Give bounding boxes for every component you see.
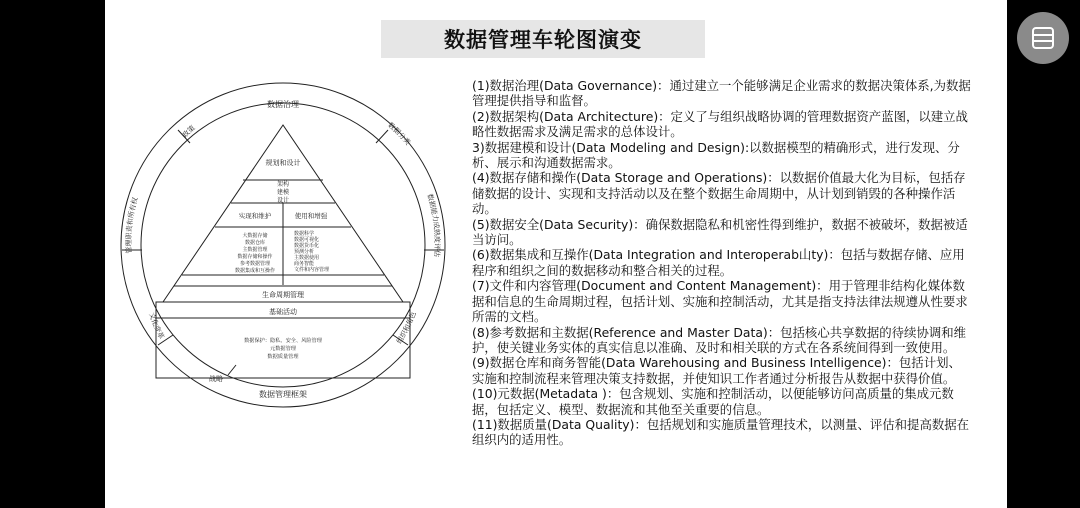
outer-lower-left-label: 文化变革	[147, 311, 166, 341]
menu-icon	[1030, 25, 1056, 51]
outer-lower-right-label: 组织和角色	[395, 310, 418, 346]
svg-text:主数据使用: 主数据使用	[294, 255, 320, 261]
menu-button[interactable]	[1017, 12, 1069, 64]
svg-text:主数据管理: 主数据管理	[242, 247, 268, 253]
desc-data-warehousing: (9)数据仓库和商务智能(Data Warehousing and Business Intelligence)：包括计划、实施和控制流程来管理决策支持数据，并使知识工作者通过分析报告从数据中获得价值。	[472, 355, 961, 386]
use-enhance-label: 使用和增强	[294, 212, 328, 220]
architecture-label: 架构	[276, 181, 290, 188]
page-title: 数据管理车轮图演变	[444, 28, 642, 52]
desc-data-storage: (4)数据存储和操作(Data Storage and Operations)：以数据价值最大化为目标，包括存储数据的设计、实现和支持活动以及在整个数据生命周期中，从计划到销毁的各种操作活动。	[472, 170, 966, 217]
svg-text:参考数据管理: 参考数据管理	[239, 261, 271, 267]
foundation-item-2: 元数据管理	[270, 346, 296, 352]
desc-reference-master: (8)参考数据和主数据(Reference and Master Data)：包括核心共享数据的待续协调和维护，使关键业务实体的真实信息以准确、及时和相关联的方式在各系统间得到一致使用。	[472, 324, 967, 355]
outer-upper-left-label: 政策	[181, 123, 197, 140]
svg-text:数据集成和互操作: 数据集成和互操作	[234, 268, 276, 274]
desc-data-governance: (1)数据治理(Data Governance)：通过建立一个能够满足企业需求的数据决策体系,为数据管理提供指导和监督。	[472, 78, 971, 109]
foundation-item-1: 数据保护：隐私、安全、风险管理	[244, 338, 322, 344]
design-label: 设计	[276, 197, 290, 204]
svg-text:数据可视化: 数据可视化	[294, 237, 320, 243]
desc-data-modeling: 3)数据建模和设计(Data Modeling and Design):以数据模型的精确形式，进行发现、分析、展示和沟通数据需求。	[472, 139, 960, 171]
svg-text:文件和内容管理: 文件和内容管理	[294, 267, 330, 273]
svg-text:商务智能: 商务智能	[294, 261, 315, 267]
svg-text:数据仓库: 数据仓库	[244, 240, 266, 246]
foundation-label: 基础活动	[269, 308, 297, 316]
desc-metadata: (10)元数据(Metadata )：包含规划、实施和控制活动，以便能够访问高质量的集成元数据，包括定义、模型、数据流和其他至关重要的信息。	[472, 386, 954, 417]
desc-data-security: (5)数据安全(Data Security)：确保数据隐私和机密性得到维护，数据不被破坏，数据被适当访问。	[472, 216, 968, 248]
svg-text:预测分析: 预测分析	[294, 249, 315, 255]
svg-text:大数据存储: 大数据存储	[242, 233, 268, 239]
foundation-item-3: 数据质量管理	[267, 354, 299, 360]
desc-document-content: (7)文件和内容管理(Document and Content Management)：用于管理非结构化媒体数据和信息的生命周期过程，包括计划、实施和控制活动，尤其是指支持法律法规遵从性要求所需的文档。	[472, 278, 968, 325]
outer-bottom-label: 数据管理框架	[259, 390, 307, 399]
outer-right-label: 数据能力成熟度评估	[425, 192, 442, 258]
outer-left-label: 管理职责和所有权	[124, 196, 140, 254]
outer-top-label: 数据治理	[267, 100, 299, 109]
pyramid-top-label: 规划和设计	[265, 159, 301, 167]
desc-data-architecture: (2)数据架构(Data Architecture)：定义了与组织战略协调的管理数据资产蓝图，以建立战略性数据需求及满足需求的总体设计。	[472, 108, 968, 140]
desc-data-quality: (11)数据质量(Data Quality)：包括规划和实施质量管理技术，以测量、评估和提高数据在组织内的适用性。	[472, 416, 970, 448]
modeling-label: 建模	[276, 189, 290, 196]
title-bar	[381, 20, 705, 58]
right-items	[294, 230, 329, 273]
desc-data-integration: (6)数据集成和互操作(Data Integration and Interoperab山ty)：包括与数据存储、应用程序和组织之间的数据移动和整合相关的过程。	[472, 247, 965, 278]
dama-wheel-diagram	[118, 80, 448, 410]
lifecycle-label: 生命周期管理	[262, 291, 304, 299]
svg-text:数据科学: 数据科学	[294, 231, 315, 237]
svg-text:数据存储和操作: 数据存储和操作	[237, 254, 273, 260]
left-items	[235, 232, 275, 274]
description-list	[472, 78, 972, 448]
svg-text:数据货币化: 数据货币化	[294, 243, 320, 249]
outer-upper-right-label: 数据分类	[386, 121, 412, 147]
outer-bottom-left-label: 战略	[209, 375, 223, 383]
enable-maintain-label: 实现和维护	[238, 212, 272, 220]
